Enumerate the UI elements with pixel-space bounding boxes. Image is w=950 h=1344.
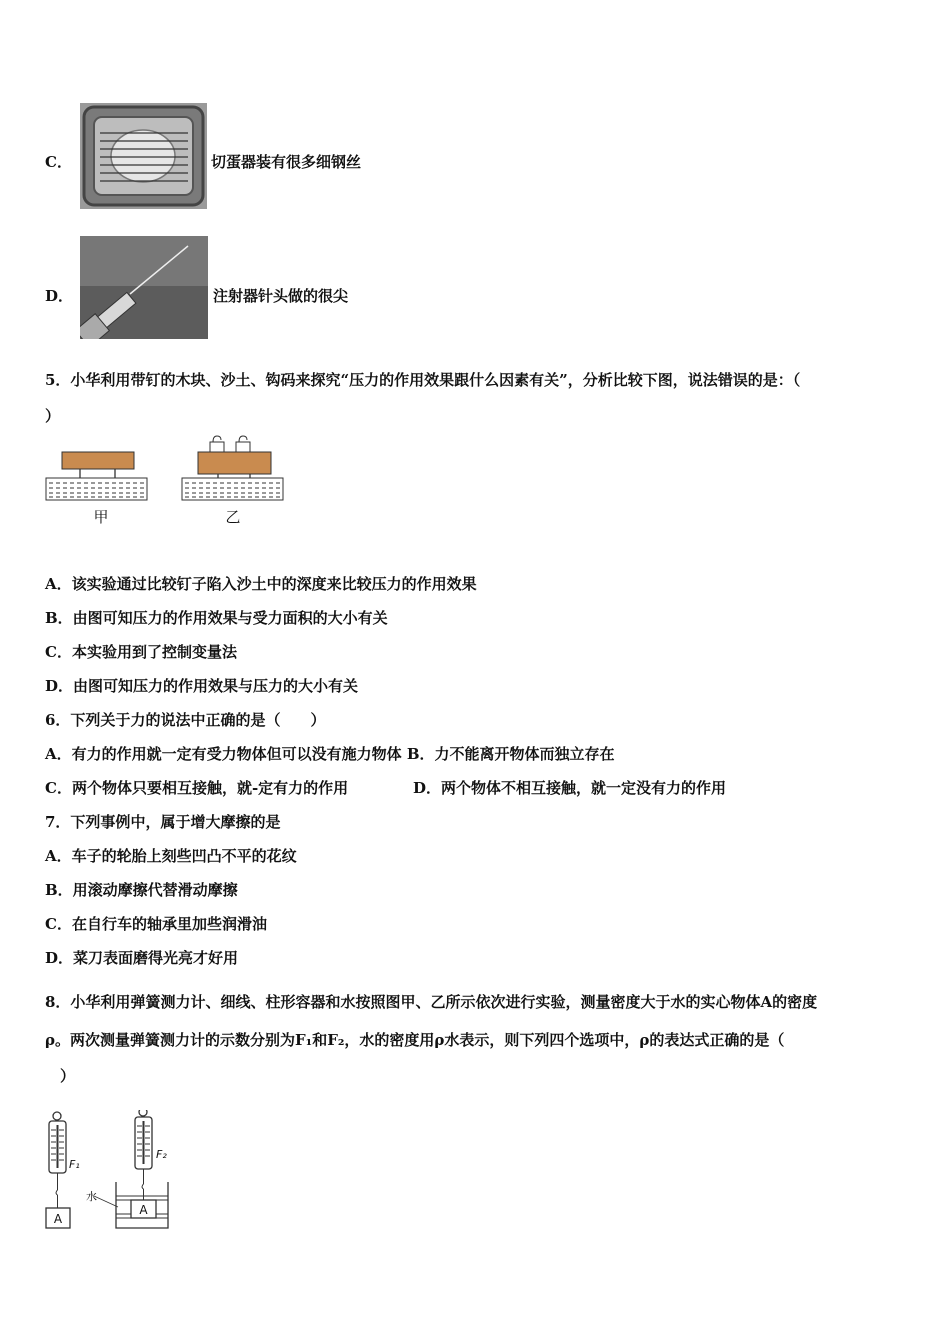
q5-label-yi: 乙 bbox=[225, 508, 241, 526]
q7-option-a: A．车子的轮胎上刻些凹凸不平的花纹 bbox=[45, 847, 297, 865]
egg-slicer-photo bbox=[80, 103, 207, 209]
q7-option-d: D．菜刀表面磨得光亮才好用 bbox=[45, 949, 239, 967]
q5-option-b: B．由图可知压力的作用效果与受力面积的大小有关 bbox=[45, 609, 388, 627]
q8-label-f2: F₂ bbox=[156, 1148, 167, 1161]
q5-option-d: D．由图可知压力的作用效果与压力的大小有关 bbox=[45, 677, 359, 695]
q5-figure-yi bbox=[182, 436, 283, 526]
q5-label-jia: 甲 bbox=[93, 508, 109, 526]
q7-stem: 7．下列事例中，属于增大摩擦的是 bbox=[45, 813, 281, 831]
q6-option-d: D．两个物体不相互接触，就一定没有力的作用 bbox=[413, 779, 727, 797]
q8-label-f1: F₁ bbox=[69, 1158, 80, 1171]
q5-option-c: C．本实验用到了控制变量法 bbox=[45, 643, 237, 661]
q4-option-c-letter: C． bbox=[45, 153, 72, 171]
q6-options-ab: A．有力的作用就一定有受力物体但可以没有施力物体 B．力不能离开物体而独立存在 bbox=[45, 745, 615, 763]
q5-option-a: A．该实验通过比较钉子陷入沙土中的深度来比较压力的作用效果 bbox=[45, 575, 477, 593]
q4-option-c-text: 切蛋器装有很多细钢丝 bbox=[211, 153, 362, 171]
q8-stem-line1: 8．小华利用弹簧测力计、细线、柱形容器和水按照图甲、乙所示依次进行实验，测量密度大于水的实心物体A的密度 bbox=[45, 993, 818, 1011]
q8-figure bbox=[40, 1110, 190, 1235]
syringe-photo bbox=[80, 236, 208, 339]
q6-option-c: C．两个物体只要相互接触，就-定有力的作用 bbox=[45, 779, 349, 797]
q8-block-a-2: A bbox=[139, 1203, 148, 1217]
q7-option-b: B．用滚动摩擦代替滑动摩擦 bbox=[45, 881, 238, 899]
q5-stem-line2: ） bbox=[45, 407, 61, 425]
q4-option-d-letter: D． bbox=[45, 287, 74, 305]
q5-figure bbox=[40, 430, 290, 530]
q5-figure-jia bbox=[46, 452, 147, 526]
q7-option-c: C．在自行车的轴承里加些润滑油 bbox=[45, 915, 267, 933]
spring-scale-2 bbox=[86, 1110, 168, 1228]
q8-stem-line2: ρ。两次测量弹簧测力计的示数分别为F₁和F₂，水的密度用ρ水表示，则下列四个选项中，ρ的表达式正确的是（ bbox=[45, 1031, 785, 1049]
q4-option-d-text: 注射器针头做的很尖 bbox=[213, 287, 349, 305]
q8-stem-line3: ） bbox=[60, 1067, 76, 1085]
q8-label-water: 水 bbox=[86, 1190, 97, 1203]
q5-stem-line1: 5．小华利用带钉的木块、沙土、钩码来探究“压力的作用效果跟什么因素有关”，分析比较下图，说法错误的是：（ bbox=[45, 371, 801, 389]
q8-block-a-1: A bbox=[53, 1212, 63, 1226]
spring-scale-1 bbox=[46, 1112, 80, 1228]
q6-stem: 6．下列关于力的说法中正确的是（ ） bbox=[45, 711, 326, 729]
